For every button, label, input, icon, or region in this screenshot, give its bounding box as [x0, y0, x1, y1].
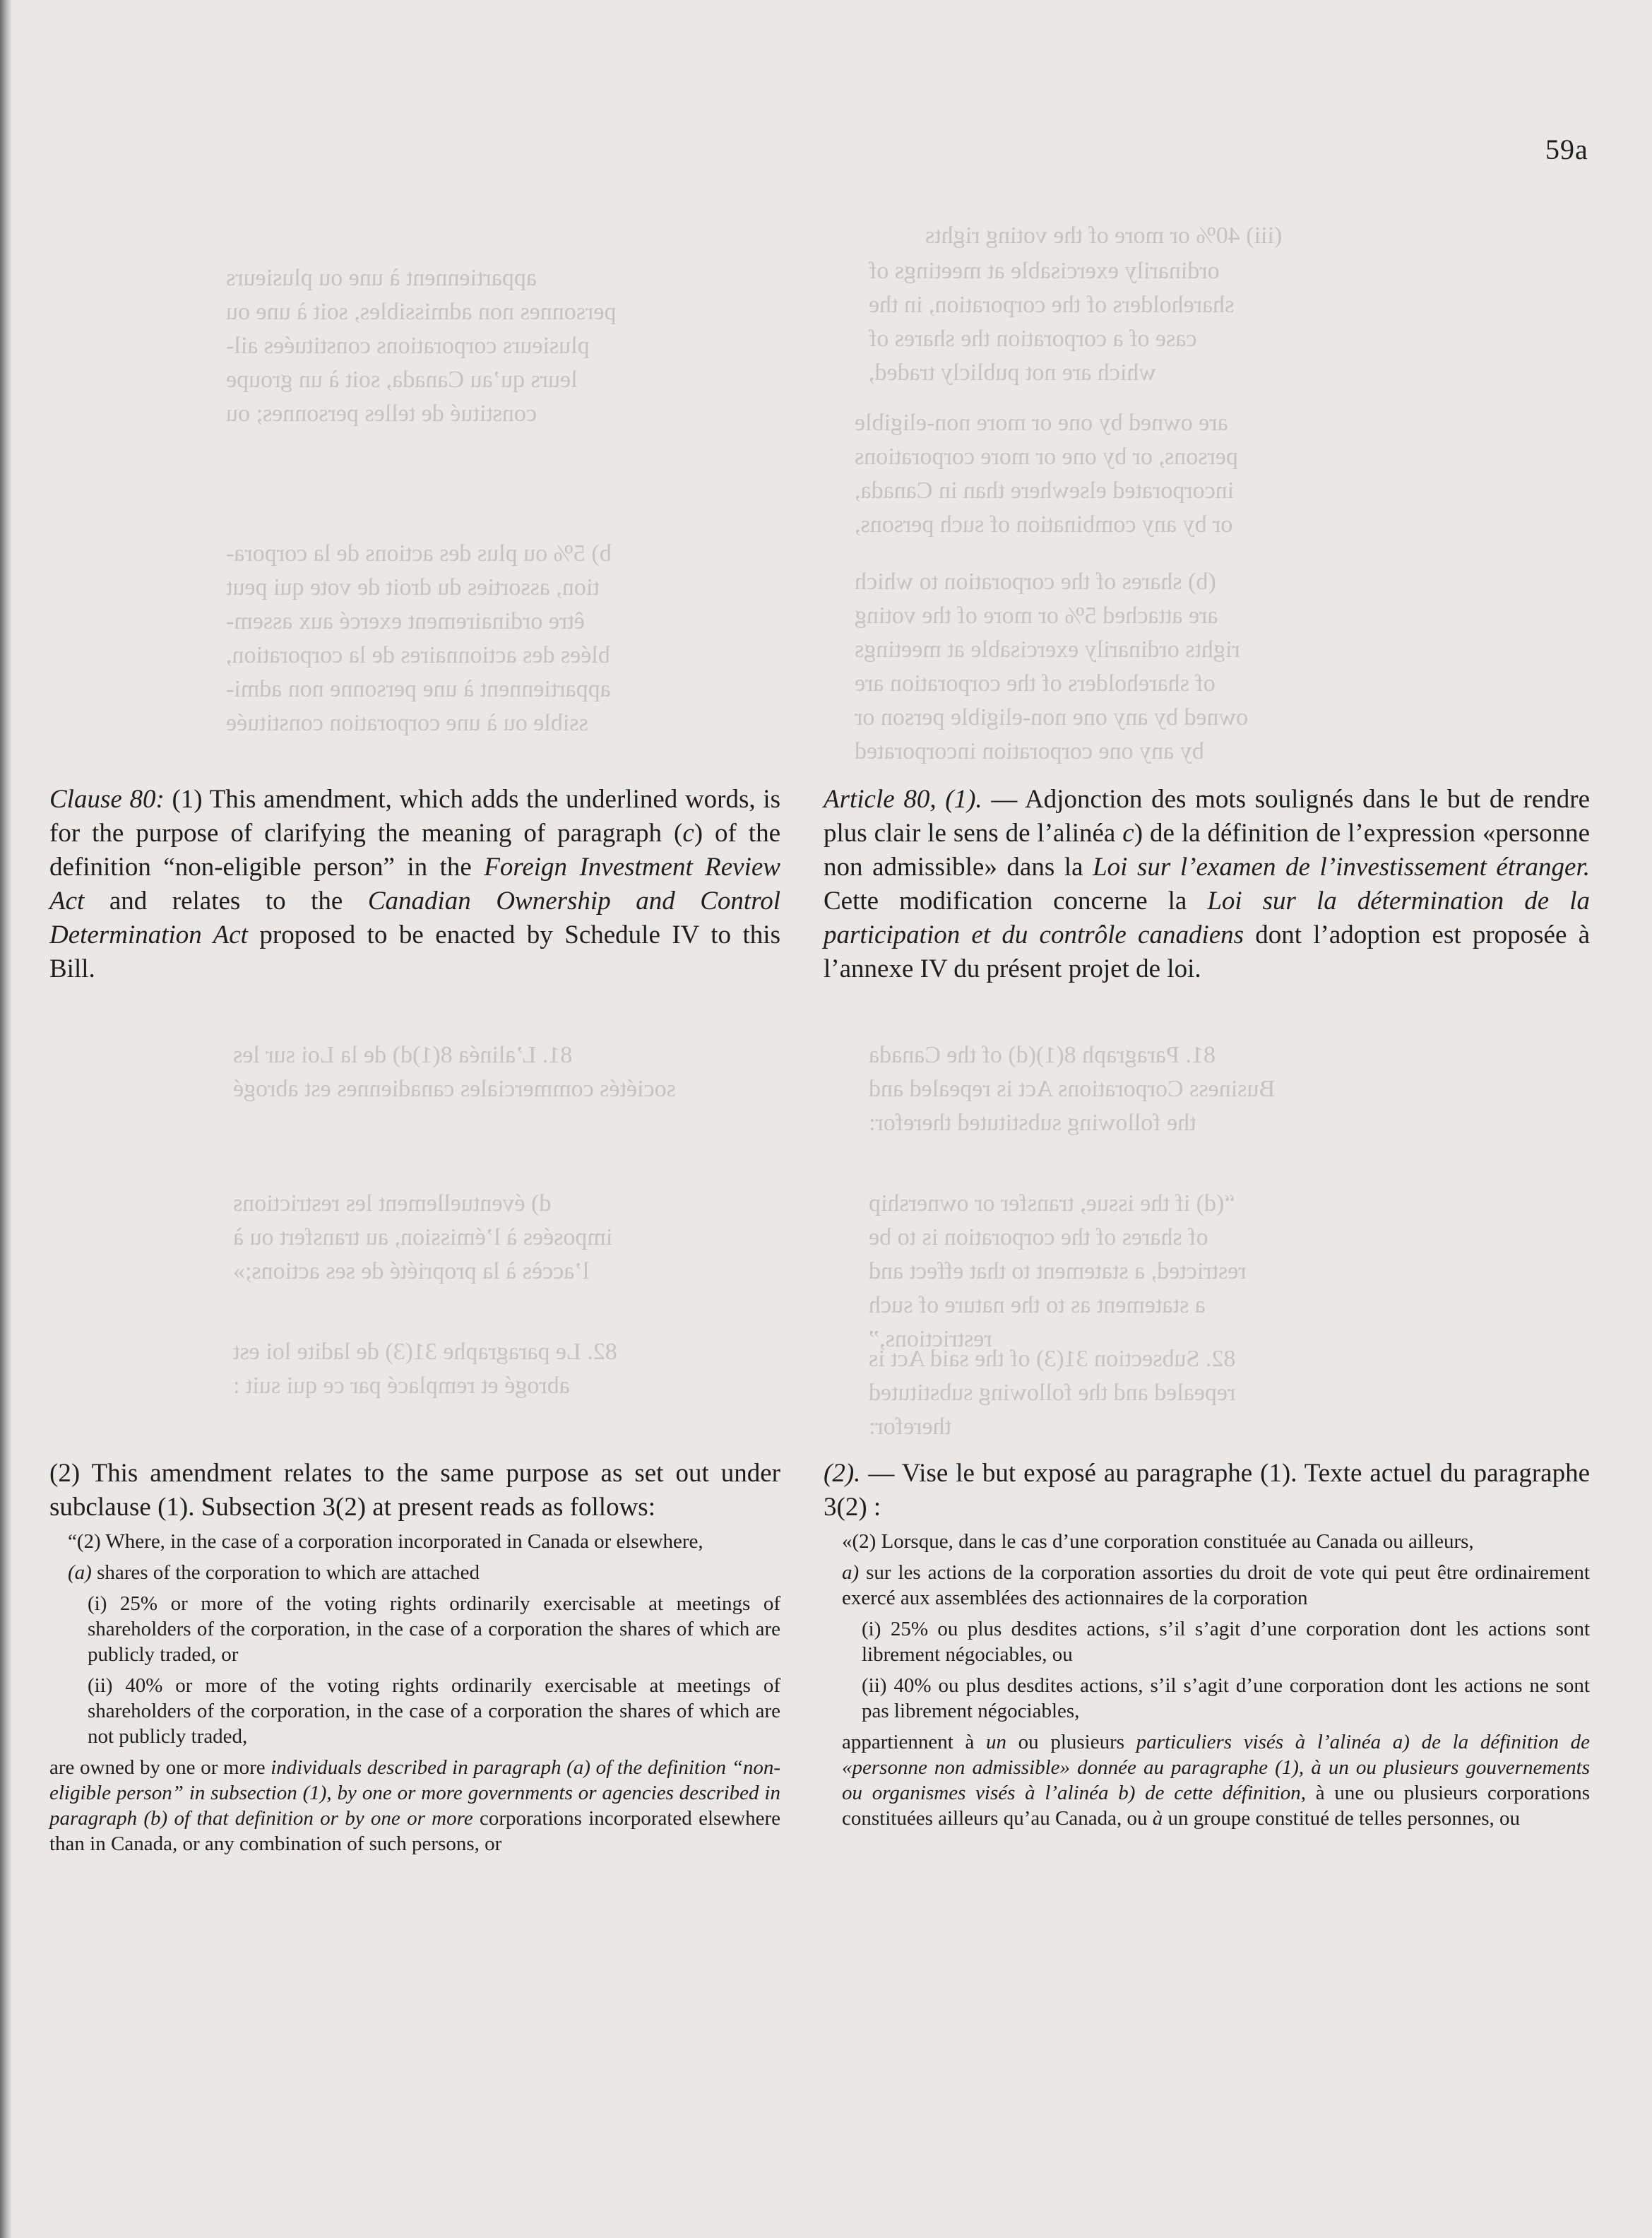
quote-paragraph-a-fr: a) sur les actions de la corporation assorties du droit de vote qui peut être ordinairement exercé aux assemblées des actionnaires de la corporation	[842, 1561, 1590, 1609]
act-title-canadian-ownership: Canadian Ownership and Control Determination Act	[49, 887, 781, 949]
quote-subparagraph-ii: (ii) 40% or more of the voting rights ordinarily exercisable at meetings of shareholders of the corporation, in the case of a corporation the shares of which are not publicly traded,	[88, 1674, 780, 1748]
french-quoted-subsection	[824, 1529, 1590, 1831]
quote-intro-fr: «(2) Lorsque, dans le cas d’une corporation constituée au Canada ou ailleurs,	[842, 1530, 1474, 1553]
quote-subparagraph-ii-fr: (ii) 40% ou plus desdites actions, s’il s’agit d’une corporation dont les actions ne sont pas librement négociables,	[862, 1674, 1590, 1722]
english-quoted-subsection	[49, 1529, 780, 1857]
french-note-1-text: Article 80, (1). — Adjonction des mots soulignés dans le but de rendre plus clair le sens de l’alinéa c) de la définition de l’expression «personne non admissible» dans la Loi sur l’examen de l’investissement étranger. Cette modification concerne la Loi sur la détermination de la participation et du contrôle canadiens dont l’adoption est proposée à l’annexe IV du présent projet de loi.	[824, 785, 1591, 983]
quote-paragraph-a: (a) shares of the corporation to which are attached	[68, 1561, 480, 1584]
quote-subparagraph-i-fr: (i) 25% ou plus desdites actions, s’il s’agit d’une corporation dont les actions sont librement négociables, ou	[862, 1618, 1590, 1666]
quote-intro: “(2) Where, in the case of a corporation incorporated in Canada or elsewhere,	[68, 1530, 703, 1553]
english-note-2-text: (2) This amendment relates to the same purpose as set out under subclause (1). Subsection 3(2) at present reads as follows:	[49, 1459, 780, 1522]
law-title-determination: Loi sur la détermination de la participation et du contrôle canadiens	[824, 887, 1590, 949]
law-title-examen: Loi sur l’examen de l’investissement étranger.	[1093, 853, 1590, 882]
quote-closing-fr: appartiennent à un ou plusieurs particuliers visés à l’alinéa a) de la définition de «personne non admissible» donnée au paragraphe (1), à un ou plusieurs gouvernements ou organismes visés à l’alinéa b) de cette définition, à une ou plusieurs corporations constituées ailleurs qu’au Canada, ou à un groupe constitué de telles personnes, ou	[842, 1731, 1591, 1830]
act-title-foreign-investment: Foreign Investment Review Act	[49, 853, 780, 916]
clause-label: Clause 80:	[49, 785, 165, 814]
english-note-clause-80-1	[49, 783, 780, 986]
quote-closing: are owned by one or more individuals described in paragraph (a) of the definition “non-eligible person” in subsection (1), by one or more governments or agencies described in paragraph (b) of that definition or by one or more corporations incorporated elsewhere than in Canada, or any combination of such persons, or	[49, 1756, 781, 1855]
page-binding-shadow	[0, 0, 11, 2238]
english-note-1-text: Clause 80: (1) This amendment, which adds the underlined words, is for the purpose of clarifying the meaning of paragraph (c) of the definition “non-eligible person” in the Foreign Investment Review Act and relates to the Canadian Ownership and Control Determination Act proposed to be enacted by Schedule IV to this Bill.	[49, 785, 781, 983]
quote-subparagraph-i: (i) 25% or more of the voting rights ordinarily exercisable at meetings of shareholders of the corporation, in the case of a corporation the shares of which are publicly traded, or	[88, 1592, 780, 1666]
page-number: 59a	[1545, 134, 1588, 165]
article-label: Article 80, (1).	[824, 785, 982, 814]
french-note-article-80-1	[824, 783, 1590, 986]
english-note-clause-80-2	[49, 1457, 780, 1857]
french-note-article-80-2	[824, 1457, 1590, 1831]
french-note-2-text: (2). — Vise le but exposé au paragraphe (1). Texte actuel du paragraphe 3(2) :	[824, 1459, 1590, 1522]
